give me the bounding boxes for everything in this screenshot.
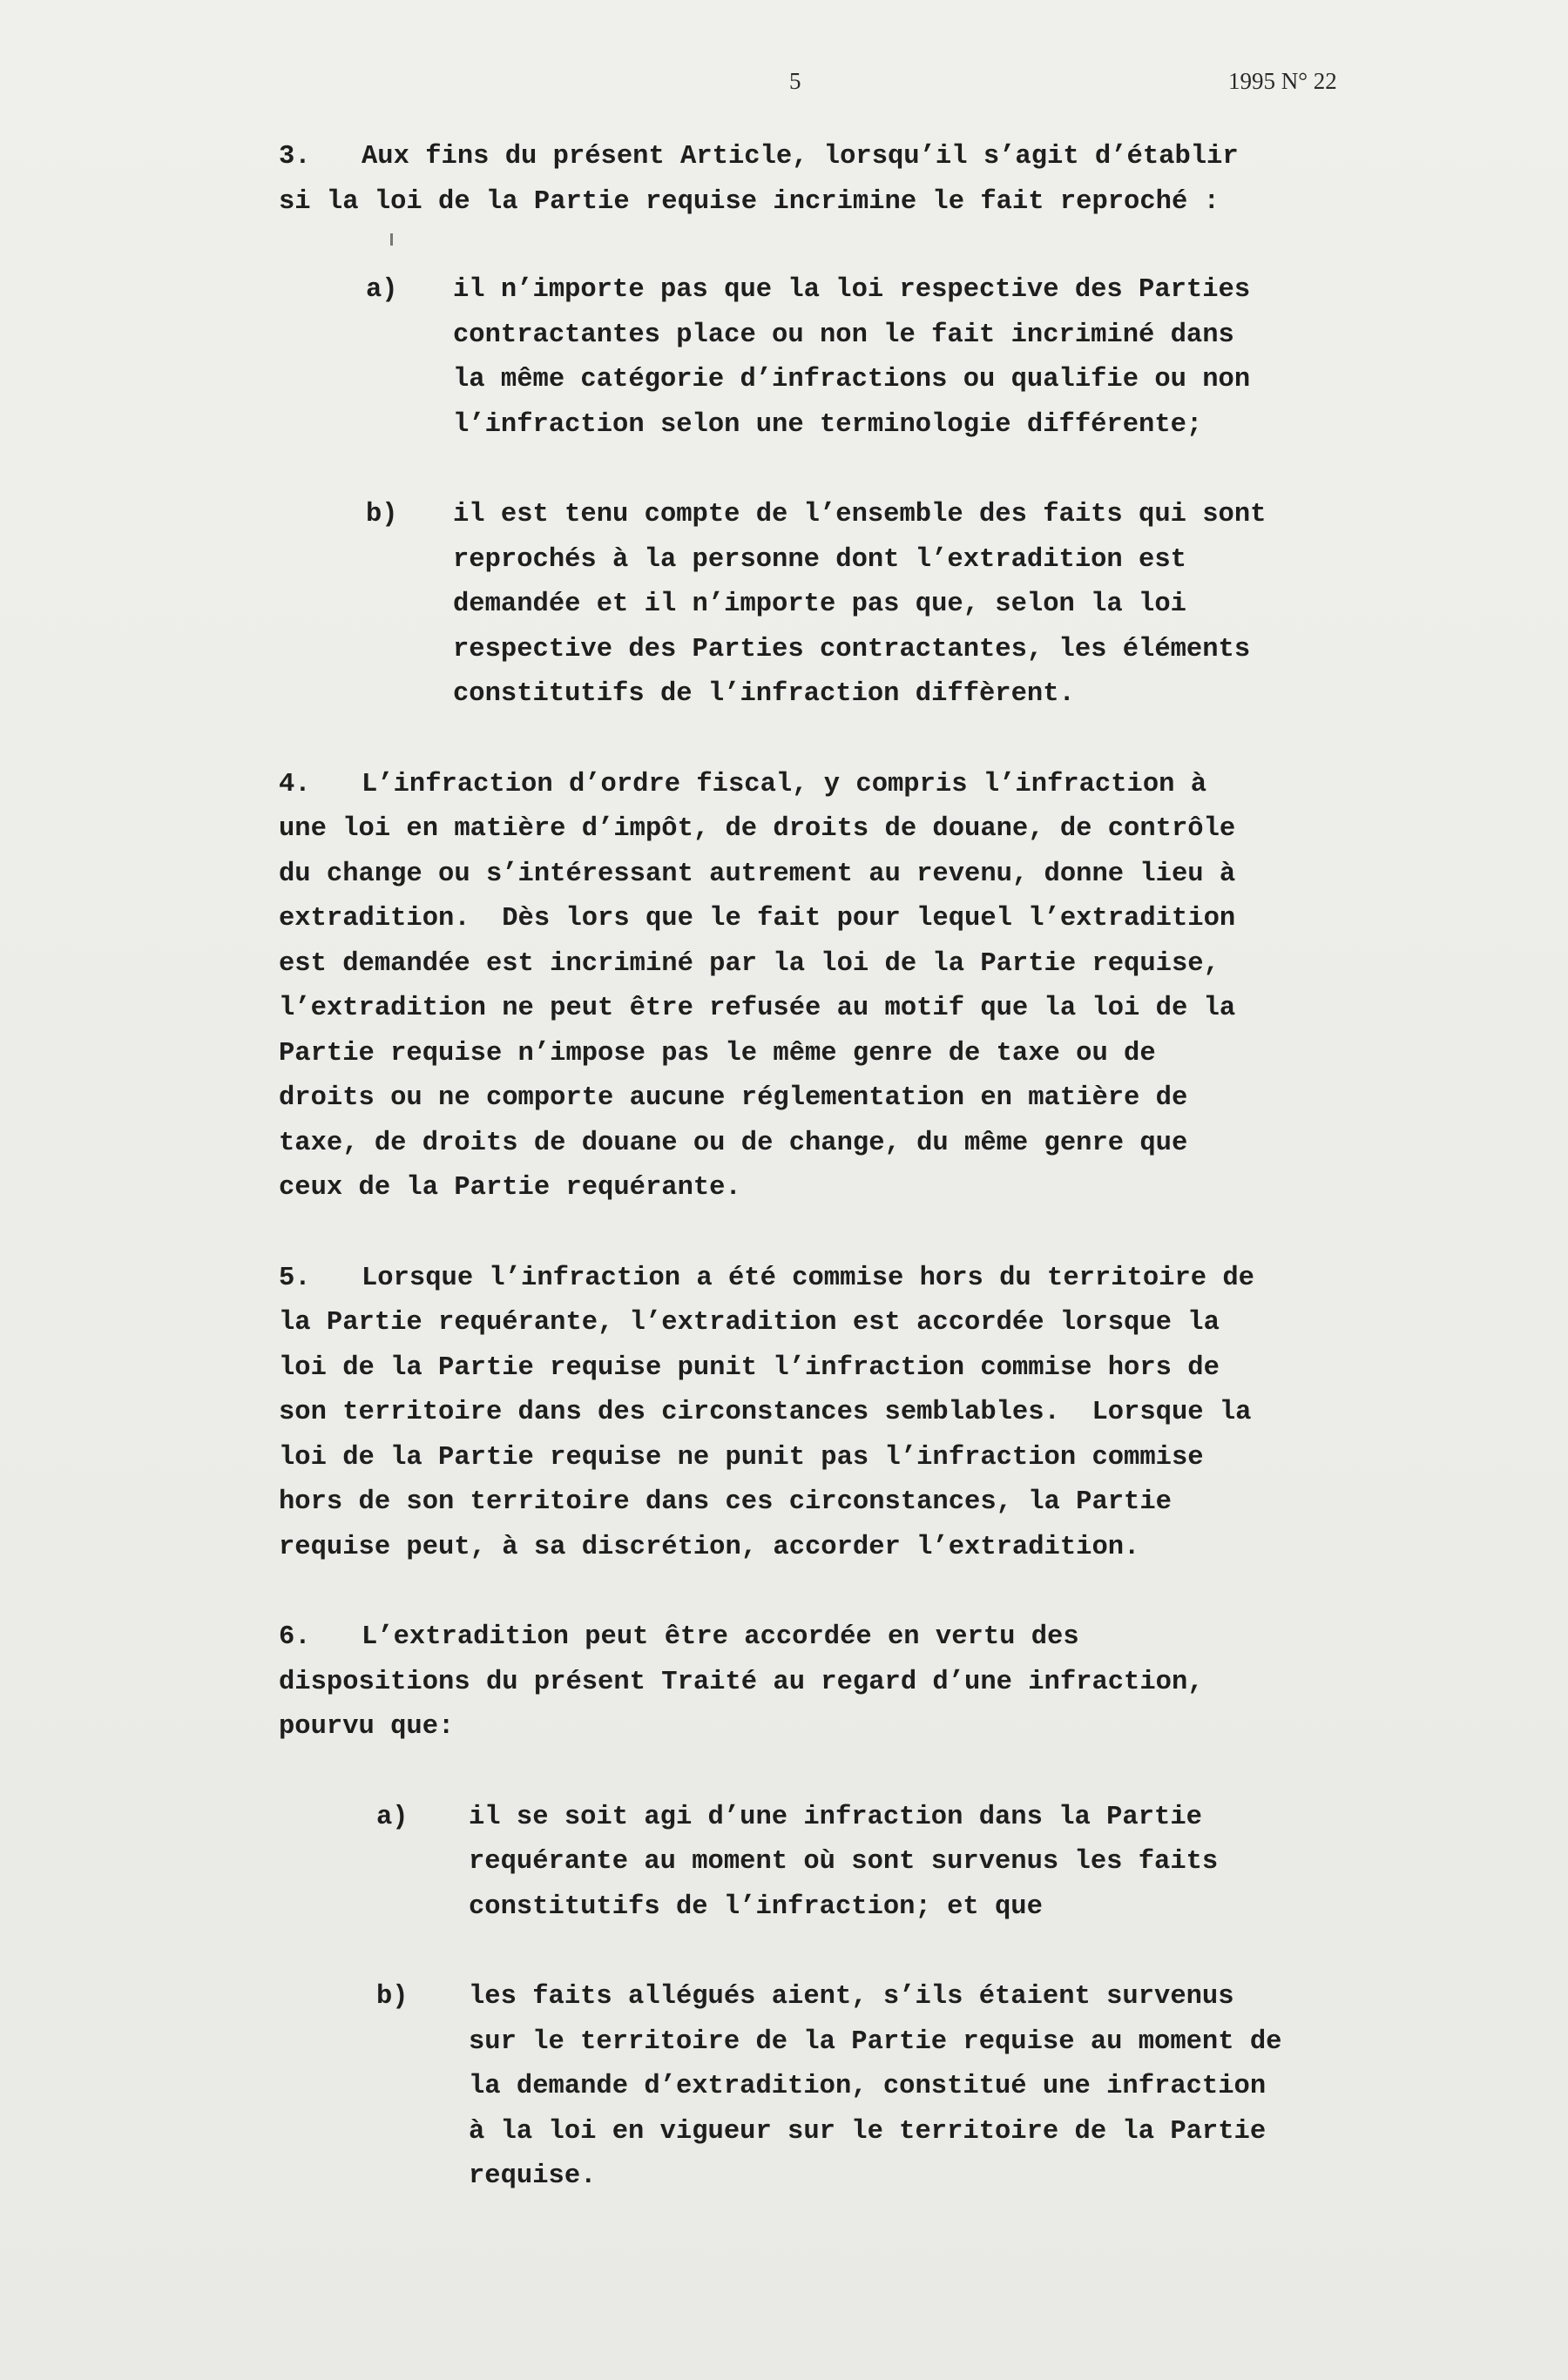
item-line: requise. <box>469 2161 597 2191</box>
paragraph-line: taxe, de droits de douane ou de change, du même genre que <box>279 1128 1188 1158</box>
item-line: l’infraction selon une terminologie différente; <box>453 409 1203 440</box>
spacer <box>279 718 1368 763</box>
item-line: respective des Parties contractantes, les éléments <box>453 634 1251 664</box>
paragraph-line <box>279 135 1368 180</box>
item-line: à la loi en vigueur sur le territoire de la Partie <box>469 2116 1267 2147</box>
paragraph-line <box>279 763 1368 808</box>
spacer <box>279 1211 1368 1257</box>
paragraph-6 <box>279 1615 1368 1750</box>
spacer <box>279 1570 1368 1615</box>
spacer <box>279 225 1368 268</box>
paragraph-6-item-a <box>279 1796 1368 1931</box>
paragraph-text: L’infraction d’ordre fiscal, y compris l’infraction à <box>362 769 1207 799</box>
paragraph-line: dispositions du présent Traité au regard d’une infraction, <box>279 1667 1204 1697</box>
paragraph-6-item-b <box>279 1975 1368 2200</box>
paragraph-text: Aux fins du présent Article, lorsqu’il s’agit d’établir <box>362 142 1239 172</box>
paragraph-line <box>279 1257 1368 1302</box>
paragraph-3-item-b <box>279 493 1368 718</box>
item-label: a) <box>366 275 398 305</box>
item-line: demandée et il n’importe pas que, selon la loi <box>453 590 1186 619</box>
item-line: les faits allégués aient, s’ils étaient survenus <box>469 1982 1234 2012</box>
paragraph-line <box>279 1615 1368 1661</box>
paragraph-line: la Partie requérante, l’extradition est accordée lorsque la <box>279 1308 1220 1338</box>
paragraph-line: loi de la Partie requise ne punit pas l’infraction commise <box>279 1442 1204 1473</box>
paragraph-line: si la loi de la Partie requise incrimine le fait reproché : <box>279 186 1220 217</box>
item-label: b) <box>366 500 398 529</box>
paragraph-number: 6. <box>279 1622 311 1652</box>
paragraph-line: est demandée est incriminé par la loi de la Partie requise, <box>279 948 1220 979</box>
item-line: il se soit agi d’une infraction dans la Partie <box>469 1802 1202 1832</box>
item-line: requérante au moment où sont survenus les faits <box>469 1847 1219 1877</box>
paragraph-text: L’extradition peut être accordée en vertu des <box>362 1622 1079 1652</box>
item-label: b) <box>376 1982 409 2012</box>
paragraph-line: extradition. Dès lors que le fait pour lequel l’extradition <box>279 904 1236 934</box>
spacer <box>279 448 1368 493</box>
paragraph-number: 3. <box>279 142 311 172</box>
paragraph-line: l’extradition ne peut être refusée au motif que la loi de la <box>279 994 1236 1023</box>
item-line: contractantes place ou non le fait incriminé dans <box>453 320 1234 350</box>
item-line: sur le territoire de la Partie requise au moment de <box>469 2026 1282 2057</box>
paragraph-3-item-a <box>279 268 1368 448</box>
paragraph-line: une loi en matière d’impôt, de droits de douane, de contrôle <box>279 814 1236 844</box>
paragraph-line: du change ou s’intéressant autrement au revenu, donne lieu à <box>279 859 1236 889</box>
paragraph-number: 5. <box>279 1263 311 1293</box>
item-line: la même catégorie d’infractions ou qualifie ou non <box>453 365 1251 394</box>
paragraph-line: droits ou ne comporte aucune réglementation en matière de <box>279 1083 1188 1113</box>
paragraph-number: 4. <box>279 769 311 799</box>
item-line: la demande d’extradition, constitué une infraction <box>469 2072 1267 2101</box>
paragraph-line: requise peut, à sa discrétion, accorder l’extradition. <box>279 1532 1140 1562</box>
item-line: il n’importe pas que la loi respective des Parties <box>453 275 1251 305</box>
page-number: 5 <box>789 68 801 94</box>
item-line: constitutifs de l’infraction diffèrent. <box>453 679 1075 709</box>
spacer <box>279 1930 1368 1975</box>
spacer <box>279 1750 1368 1796</box>
paragraph-line: pourvu que: <box>279 1712 455 1742</box>
paragraph-line: son territoire dans des circonstances semblables. Lorsque la <box>279 1398 1252 1427</box>
item-label: a) <box>376 1802 409 1832</box>
paragraph-4 <box>279 763 1368 1211</box>
paragraph-text: Lorsque l’infraction a été commise hors du territoire de <box>362 1263 1254 1293</box>
document-body <box>279 135 1368 2200</box>
paragraph-line: loi de la Partie requise punit l’infraction commise hors de <box>279 1352 1220 1383</box>
paragraph-line: ceux de la Partie requérante. <box>279 1173 741 1203</box>
paragraph-line: Partie requise n’impose pas le même genre de taxe ou de <box>279 1038 1156 1069</box>
page-header <box>0 68 1568 103</box>
paragraph-line: hors de son territoire dans ces circonstances, la Partie <box>279 1487 1172 1517</box>
item-line: constitutifs de l’infraction; et que <box>469 1891 1043 1922</box>
item-line: reprochés à la personne dont l’extradition est <box>453 544 1186 575</box>
item-line: il est tenu compte de l’ensemble des faits qui sont <box>453 500 1267 529</box>
paragraph-5 <box>279 1257 1368 1571</box>
document-reference: 1995 N° 22 <box>1228 68 1337 94</box>
paragraph-3 <box>279 135 1368 225</box>
